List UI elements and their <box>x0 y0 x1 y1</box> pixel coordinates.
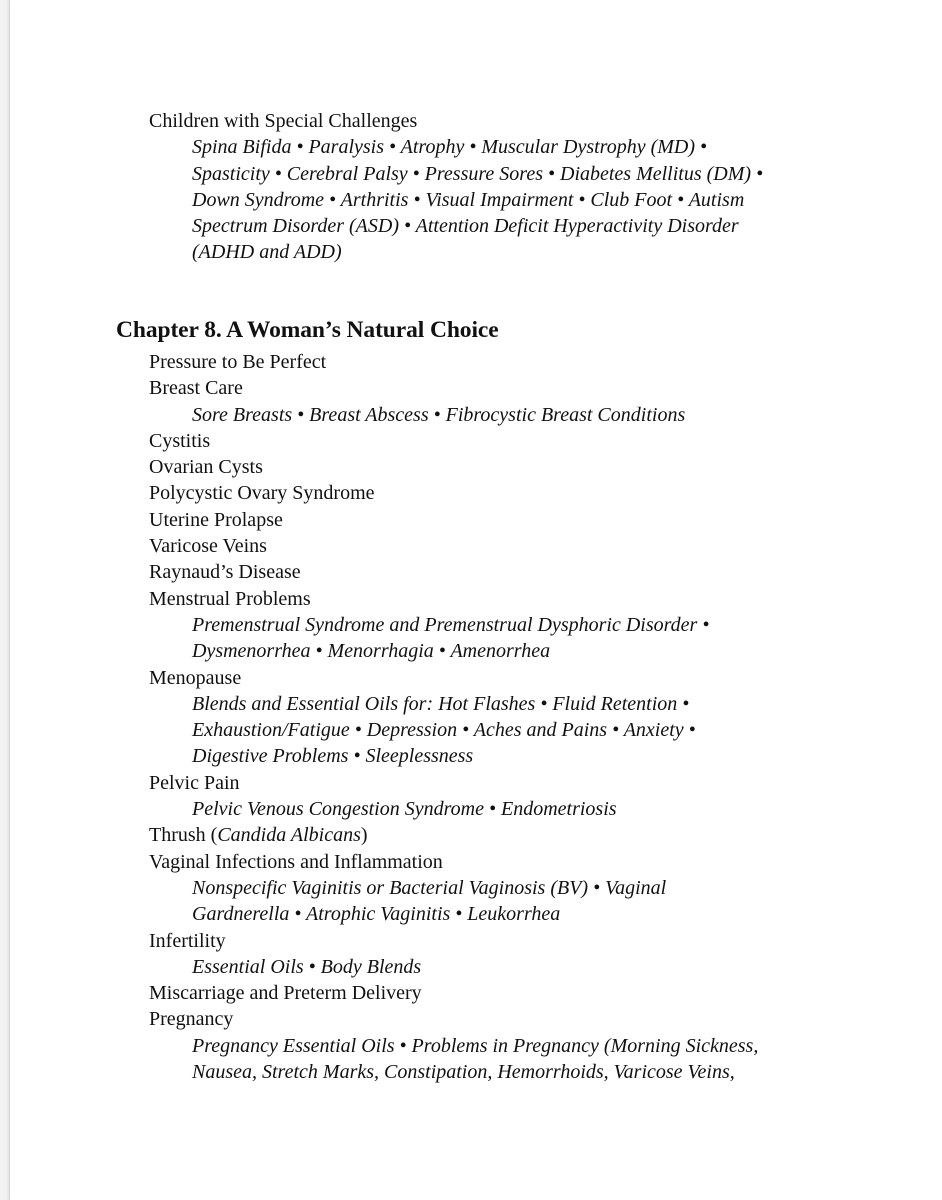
subentry-line: (ADHD and ADD) <box>192 241 342 264</box>
toc-entry: Miscarriage and Preterm Delivery <box>149 982 422 1005</box>
subentry-line: Essential Oils • Body Blends <box>192 955 422 978</box>
subentry-line: Nonspecific Vaginitis or Bacterial Vaginosis (BV) • Vaginal <box>192 876 667 899</box>
subentry-line: Spectrum Disorder (ASD) • Attention Deficit Hyperactivity Disorder <box>192 215 739 238</box>
toc-subentries <box>10 612 942 665</box>
toc-entry-thrush <box>10 822 942 848</box>
toc-entry: Vaginal Infections and Inflammation <box>149 850 443 873</box>
subentry-line: Sore Breasts • Breast Abscess • Fibrocystic Breast Conditions <box>192 403 686 426</box>
toc-subentries <box>10 1033 942 1086</box>
subentry-line: Exhaustion/Fatigue • Depression • Aches and Pains • Anxiety • <box>192 719 696 742</box>
subentry-line: Dysmenorrhea • Menorrhagia • Amenorrhea <box>192 640 551 663</box>
entry-text: ) <box>360 824 368 847</box>
subentry-line: Pregnancy Essential Oils • Problems in Pregnancy (Morning Sickness, <box>192 1034 759 1057</box>
toc-entry: Raynaud’s Disease <box>149 561 301 584</box>
subentry-line: Spasticity • Cerebral Palsy • Pressure Sores • Diabetes Mellitus (DM) • <box>192 162 764 185</box>
toc-subentries <box>10 691 942 770</box>
toc-subentries <box>10 875 942 928</box>
toc-entry: Ovarian Cysts <box>149 456 263 479</box>
subentry-line: Gardnerella • Atrophic Vaginitis • Leukorrhea <box>192 903 561 926</box>
toc-subentries <box>10 796 942 822</box>
toc-entry: Pelvic Pain <box>149 771 240 794</box>
toc-subentries <box>10 402 942 428</box>
chapter-title: Chapter 8. A Woman’s Natural Choice <box>116 317 499 343</box>
prev-chapter-continuation <box>10 108 942 266</box>
subentry-line: Pelvic Venous Congestion Syndrome • Endometriosis <box>192 798 617 821</box>
subentry-line: Spina Bifida • Paralysis • Atrophy • Muscular Dystrophy (MD) • <box>192 136 707 159</box>
toc-entry: Uterine Prolapse <box>149 508 283 531</box>
toc-subentries <box>10 954 942 980</box>
toc-entry: Varicose Veins <box>149 535 267 558</box>
subentry-line: Down Syndrome • Arthritis • Visual Impairment • Club Foot • Autism <box>192 188 745 211</box>
subentry-line: Blends and Essential Oils for: Hot Flashes • Fluid Retention • <box>192 692 690 715</box>
toc-entry: Pressure to Be Perfect <box>149 351 327 373</box>
subentry-line: Premenstrual Syndrome and Premenstrual Dysphoric Disorder • <box>192 613 710 636</box>
document-page <box>9 0 942 1200</box>
subentry-line: Digestive Problems • Sleeplessness <box>192 745 474 768</box>
toc-entry: Polycystic Ovary Syndrome <box>149 482 375 505</box>
toc-entry: Pregnancy <box>149 1008 234 1031</box>
toc-subentries-children <box>10 134 942 265</box>
toc-entry-children-special-challenges: Children with Special Challenges <box>149 110 418 132</box>
entry-text-italic: Candida Albicans <box>217 824 361 847</box>
entry-text: Thrush ( <box>149 824 218 847</box>
subentry-line: Nausea, Stretch Marks, Constipation, Hemorrhoids, Varicose Veins, <box>192 1061 735 1084</box>
toc-entry: Menopause <box>149 666 242 689</box>
chapter-8-section <box>10 315 942 1085</box>
toc-entry: Breast Care <box>149 377 243 400</box>
toc-entry: Infertility <box>149 929 226 952</box>
toc-entry: Menstrual Problems <box>149 587 311 610</box>
toc-entry: Cystitis <box>149 429 211 452</box>
